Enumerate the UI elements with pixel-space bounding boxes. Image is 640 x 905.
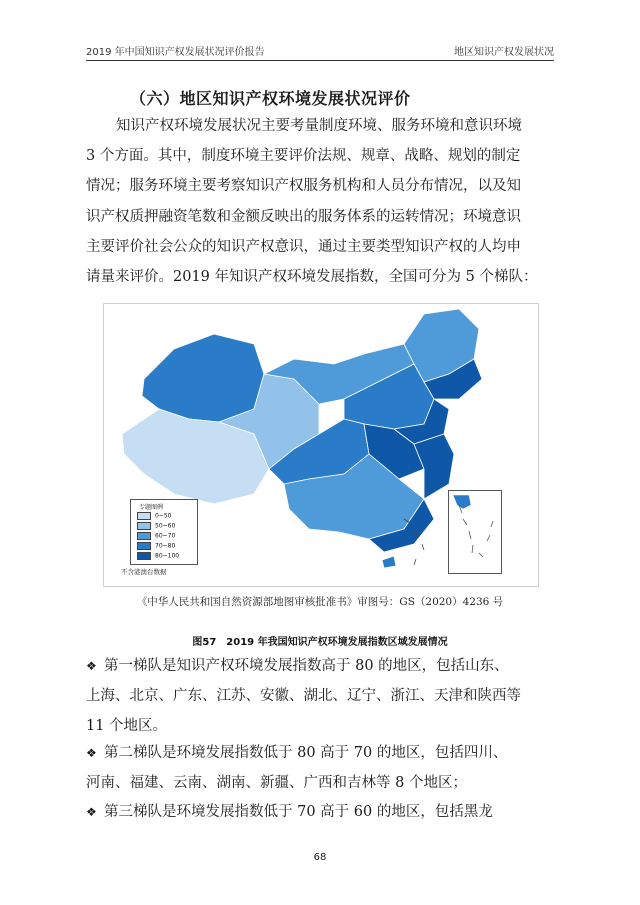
diamond-bullet-icon: ❖ (86, 805, 97, 819)
map-legend (130, 499, 198, 565)
intro-line: 主要评价社会公众的知识产权意识，通过主要类型知识产权的人均申 (86, 238, 521, 255)
intro-paragraph (86, 111, 552, 292)
legend-swatch (137, 522, 151, 530)
legend-swatch (137, 512, 151, 520)
intro-line: 知识产权环境发展状况主要考量制度环境、服务环境和意识环境 (116, 118, 522, 134)
intro-line: 情况；服务环境主要考察知识产权服务机构和人员分布情况，以及知 (86, 178, 521, 195)
legend-item: 70~80 (137, 542, 175, 551)
south-china-sea-inset (448, 490, 502, 574)
region-hainan (382, 556, 396, 568)
page-header (86, 41, 554, 59)
tier-bullet: ❖ 第二梯队是环境发展指数低于 80 高于 70 的地区，包括四川、 河南、福建、云南、湖南、新疆、广西和吉林等 8 个地区； (86, 738, 552, 798)
diamond-bullet-icon: ❖ (86, 746, 97, 760)
header-divider (86, 60, 554, 61)
header-chapter-title: 地区知识产权发展状况 (454, 47, 554, 58)
header-report-title: 2019 年中国知识产权发展状况评价报告 (86, 47, 265, 58)
intro-line: 请量来评价。2019 年知识产权环境发展指数，全国可分为 5 个梯队： (86, 269, 538, 286)
figure-caption: 图57 2019 年我国知识产权环境发展指数区域发展情况 (192, 637, 448, 648)
legend-swatch (137, 542, 151, 550)
legend-swatch (137, 532, 151, 540)
page-number: 68 (313, 852, 327, 863)
intro-line: 3 个方面。其中，制度环境主要评价法规、规章、战略、规划的制定 (86, 148, 521, 165)
legend-item: 50~60 (137, 522, 175, 531)
legend-item: 0~50 (137, 512, 171, 521)
china-choropleth-map (103, 303, 539, 587)
section-title: （六）地区知识产权环境发展状况评价 (130, 89, 411, 108)
map-note: 不含港澳台数据 (121, 568, 167, 576)
legend-swatch (137, 552, 151, 560)
map-approval-source: 《中华人民共和国自然资源部地图审核批准书》审图号：GS（2020）4236 号 (136, 596, 504, 608)
tier-bullet: ❖ 第三梯队是环境发展指数低于 70 高于 60 的地区，包括黑龙 (86, 797, 552, 827)
intro-line: 识产权质押融资笔数和金额反映出的服务体系的运转情况；环境意识 (86, 208, 521, 225)
legend-item: 60~70 (137, 532, 175, 541)
diamond-bullet-icon: ❖ (86, 659, 97, 673)
region-xinjiang (142, 334, 264, 422)
legend-title: 专题图例 (139, 504, 164, 511)
legend-item: 80~100 (137, 552, 179, 561)
tier-bullet: ❖ 第一梯队是知识产权环境发展指数高于 80 的地区，包括山东、 上海、北京、广东、江苏、安徽、湖北、辽宁、浙江、天津和陕西等 11 个地区。 (86, 651, 552, 742)
inset-graphic (449, 491, 501, 573)
